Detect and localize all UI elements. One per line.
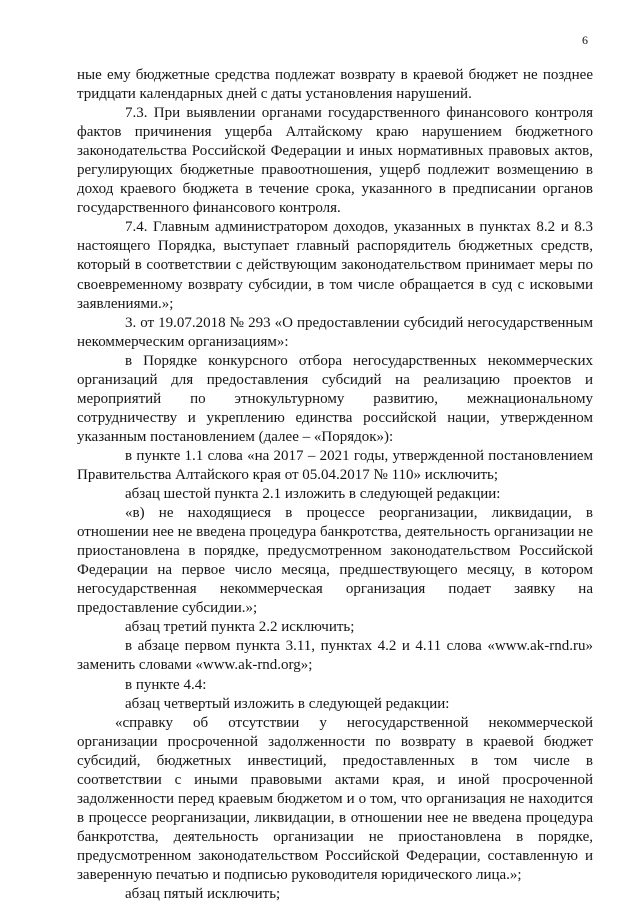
paragraph-item-v: «в) не находящиеся в процессе реорганизации, ликвидации, в отношении нее не введена процедура банкротства, деятельность организации не приостановлена в порядке, предусмотренном законодательством Российской Федерации на первое число месяца, предшествующего месяцу, в котором негосударственная некоммерческая организация подает заявку на предоставление субсидии.»;: [77, 505, 593, 617]
paragraph-clause-3-11: в абзаце первом пункта 3.11, пунктах 4.2 и 4.11 слова «www.ak-rnd.ru» заменить словами «www.ak-rnd.org»;: [77, 638, 593, 674]
paragraph-7-3: 7.3. При выявлении органами государственного финансового контроля фактов причинения ущерба Алтайскому краю нарушением бюджетного законодательства Российской Федерации и иных нормативных правовых актов, регулирующих бюджетные правоотношения, ущерб подлежит возмещению в доход краевого бюджета в течение срока, указанного в предписании органов государственного финансового контроля.: [77, 105, 593, 217]
paragraph-clause-2-2: абзац третий пункта 2.2 исключить;: [125, 619, 355, 636]
paragraph-fifth-abzac: абзац пятый исключить;: [125, 886, 281, 903]
paragraph-procedure: в Порядке конкурсного отбора негосударственных некоммерческих организаций для предоставления субсидий на реализацию проектов и мероприятий по этнокультурному развитию, межнациональному сотрудничеству и укреплению единства российской нации, утвержденном указанным постановлением (далее – «Порядок»):: [77, 352, 593, 445]
paragraph-clause-4-4: в пункте 4.4:: [125, 676, 207, 693]
paragraph-fourth-abzac: абзац четвертый изложить в следующей редакции:: [125, 695, 450, 712]
paragraph-item-3: 3. от 19.07.2018 № 293 «О предоставлении субсидий негосударственным некоммерческим организациям»:: [77, 314, 593, 350]
paragraph-1: ные ему бюджетные средства подлежат возврату в краевой бюджет не позднее тридцати календарных дней с даты установления нарушений.: [77, 67, 593, 103]
document-body: [77, 66, 593, 904]
paragraph-7-4: 7.4. Главным администратором доходов, указанных в пунктах 8.2 и 8.3 настоящего Порядка, выступает главный распорядитель бюджетных средств, который в соответствии с действующим законодательством принимает меры по своевременному возврату субсидии, в том числе обращается в суд с исковыми заявлениями.»;: [77, 219, 593, 312]
paragraph-clause-2-1: абзац шестой пункта 2.1 изложить в следующей редакции:: [125, 486, 501, 503]
paragraph-certificate: «справку об отсутствии у негосударственной некоммерческой организации просроченной задолженности по возврату в краевой бюджет субсидий, бюджетных инвестиций, предоставленных в том числе в соответствии с иными правовыми актами края, и иной просроченной задолженности перед краевым бюджетом и о том, что организация не находится в процессе реорганизации, ликвидации, в отношении нее не введена процедура банкротства, деятельность организации не приостановлена в порядке, предусмотренном законодательством Российской Федерации, составленную и заверенную печатью и подписью руководителя юридического лица.»;: [77, 714, 593, 883]
paragraph-clause-1-1: в пункте 1.1 слова «на 2017 – 2021 годы, утвержденной постановлением Правительства Алтайского края от 05.04.2017 № 110» исключить;: [77, 447, 593, 483]
page-number: 6: [582, 33, 588, 47]
